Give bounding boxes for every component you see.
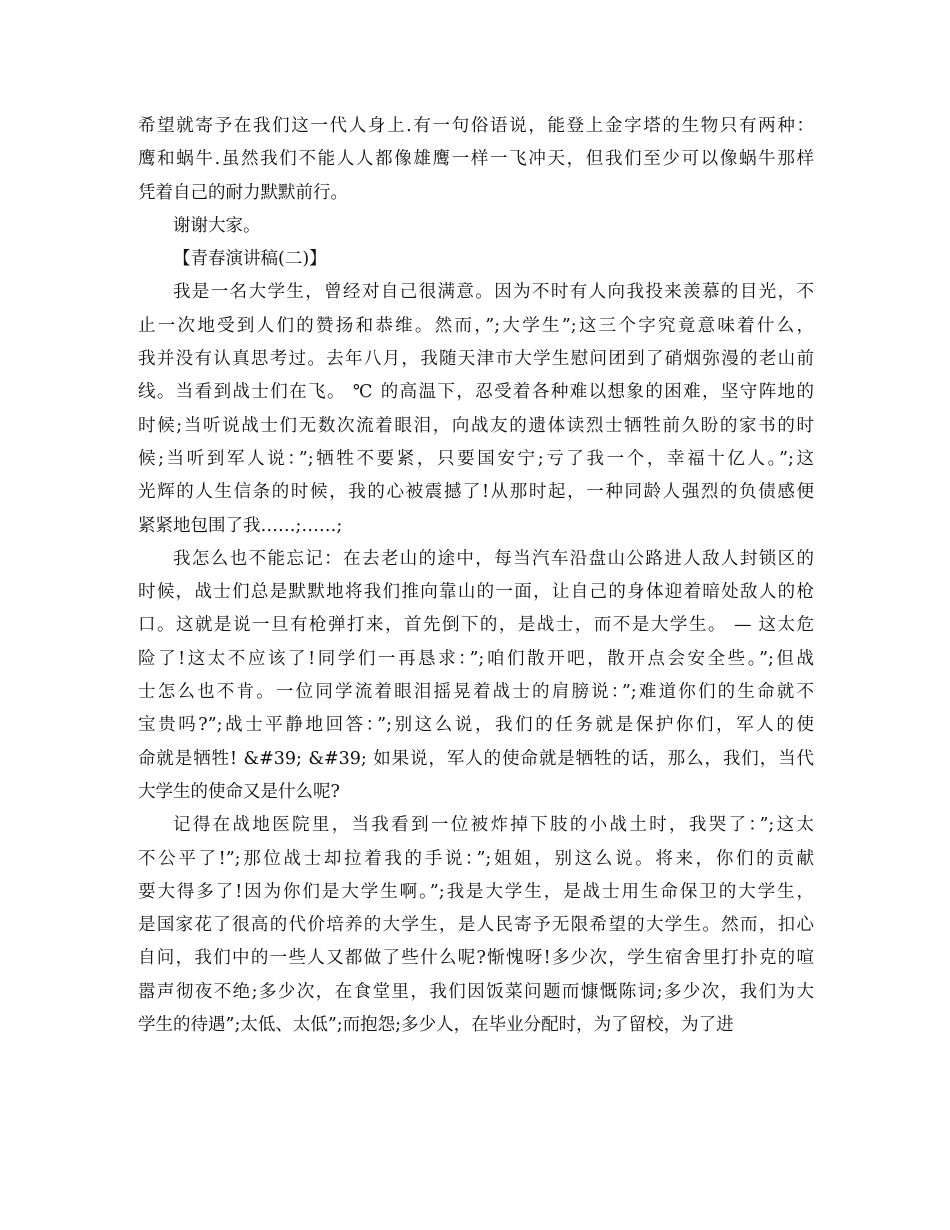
text-line: 鹰和蜗牛.虽然我们不能人人都像雄鹰一样一飞冲天，但我们至少可以像蜗牛那样 — [138, 149, 814, 170]
text-line: 希望就寄予在我们这一代人身上.有一句俗语说，能登上金字塔的生物只有两种： — [138, 116, 814, 136]
text-line: 凭着自己的耐力默默前行。 — [138, 182, 348, 203]
paragraph — [138, 210, 814, 243]
text-line: 【青春演讲稿(二)】 — [173, 249, 327, 270]
text-line: 不公平了!”;那位战士却拉着我的手说：”;姐姐，别这么说。将来，你们的贡献 — [138, 848, 814, 869]
text-line: 线。当看到战士们在飞。 ℃ 的高温下，忍受着各种难以想象的困难，坚守阵地的 — [138, 382, 814, 403]
text-line: 候;当听到军人说：”;牺牲不要紧，只要国安宁;亏了我一个，幸福十亿人。”;这 — [138, 448, 814, 469]
text-line: 止一次地受到人们的赞扬和恭维。然而，”;大学生”;这三个字究竟意味着什么， — [138, 315, 814, 336]
text-line: 学生的待遇”;太低、太低”;而抱怨;多少人，在毕业分配时，为了留校，为了进 — [138, 1015, 734, 1036]
text-line: 险了!这太不应该了!同学们一再恳求：”;咱们散开吧，散开点会安全些。”;但战 — [138, 648, 814, 669]
text-line: 口。这就是说一旦有枪弹打来，首先倒下的，是战士，而不是大学生。 — 这太危 — [138, 615, 814, 636]
text-line: 是国家花了很高的代价培养的大学生，是人民寄予无限希望的大学生。然而，扣心 — [138, 915, 814, 936]
text-line: 记得在战地医院里，当我看到一位被炸掉下肢的小战土时，我哭了：”;这太 — [173, 815, 814, 836]
text-line: 紧紧地包围了我……;……; — [138, 515, 343, 536]
text-line: 士怎么也不肯。一位同学流着眼泪摇晃着战士的肩膀说：”;难道你们的生命就不 — [138, 682, 814, 703]
document-body — [138, 110, 814, 1042]
text-line: 要大得多了!因为你们是大学生啊。”;我是大学生，是战士用生命保卫的大学生， — [138, 881, 814, 902]
text-line: 大学生的使命又是什么呢? — [138, 781, 340, 802]
paragraph — [138, 110, 814, 210]
text-line: 嚣声彻夜不绝;多少次，在食堂里，我们因饭菜问题而慷慨陈词;多少次，我们为大 — [138, 981, 814, 1002]
text-line: 时候;当听说战士们无数次流着眼泪，向战友的遗体读烈士牺牲前久盼的家书的时 — [138, 415, 814, 436]
paragraph — [138, 276, 814, 542]
paragraph — [138, 809, 814, 1042]
text-line: 谢谢大家。 — [173, 215, 261, 236]
text-line: 我是一名大学生，曾经对自己很满意。因为不时有人向我投来羡慕的目光，不 — [173, 282, 814, 303]
text-line: 时候，战士们总是默默地将我们推向靠山的一面，让自己的身体迎着暗处敌人的枪 — [138, 582, 814, 603]
text-line: 自问，我们中的一些人又都做了些什么呢?惭愧呀!多少次，学生宿舍里打扑克的喧 — [138, 948, 814, 969]
text-line: 我并没有认真思考过。去年八月，我随天津市大学生慰问团到了硝烟弥漫的老山前 — [138, 349, 814, 370]
paragraph — [138, 243, 814, 276]
paragraph — [138, 543, 814, 809]
text-line: 光辉的人生信条的时候，我的心被震撼了!从那时起，一种同龄人强烈的负债感便 — [138, 482, 814, 503]
text-line: 我怎么也不能忘记：在去老山的途中，每当汽车沿盘山公路进人敌人封锁区的 — [173, 548, 814, 569]
text-line: 命就是牺牲! &#39; &#39; 如果说，军人的使命就是牺牲的话，那么，我们，当代 — [138, 748, 814, 769]
text-line: 宝贵吗?”;战士平静地回答：”;别这么说，我们的任务就是保护你们，军人的使 — [138, 715, 814, 736]
